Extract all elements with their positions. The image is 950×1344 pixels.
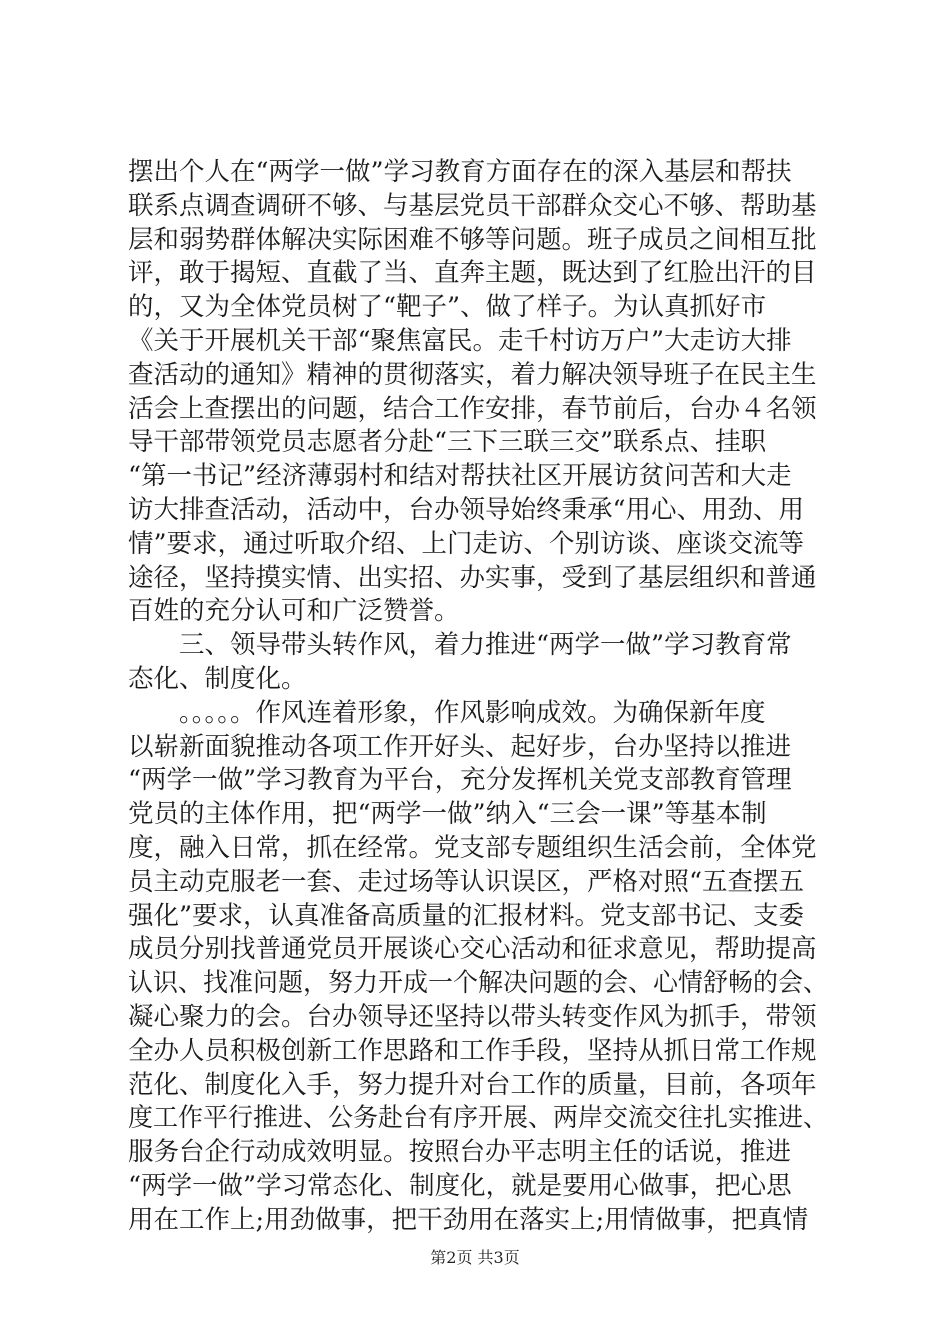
text-line: 度工作平行推进、公务赴台有序开展、两岸交流交往扎实推进、 bbox=[128, 1103, 829, 1134]
document-body bbox=[128, 156, 828, 1238]
text-line: 百姓的充分认可和广泛赞誉。 bbox=[128, 596, 460, 627]
text-line: 成员分别找普通党员开展谈心交心活动和征求意见，帮助提高 bbox=[128, 934, 817, 965]
text-line: 评，敢于揭短、直截了当、直奔主题，既达到了红脸出汗的目 bbox=[128, 258, 817, 289]
text-line: 的，又为全体党员树了“靶子”、做了样子。为认真抓好市 bbox=[128, 292, 767, 323]
text-line: 服务台企行动成效明显。按照台办平志明主任的话说，推进 bbox=[128, 1137, 792, 1168]
text-line: 全办人员积极创新工作思路和工作手段，坚持从抓日常工作规 bbox=[128, 1035, 817, 1066]
text-line: 活会上查摆出的问题，结合工作安排，春节前后，台办４名领 bbox=[128, 393, 817, 424]
text-line: 强化”要求，认真准备高质量的汇报材料。党支部书记、支委 bbox=[128, 900, 805, 931]
text-line: 度，融入日常，抓在经常。党支部专题组织生活会前，全体党 bbox=[128, 832, 817, 863]
page-footer: 第2页 共3页 bbox=[430, 1248, 520, 1267]
text-line: 情”要求，通过听取介绍、上门走访、个别访谈、座谈交流等 bbox=[128, 528, 805, 559]
text-line: 态化、制度化。 bbox=[128, 663, 307, 694]
text-line: 查活动的通知》精神的贯彻落实，着力解决领导班子在民主生 bbox=[128, 359, 817, 390]
text-line: 摆出个人在“两学一做”学习教育方面存在的深入基层和帮扶 bbox=[128, 157, 792, 187]
text-line: 用在工作上;用劲做事，把干劲用在落实上;用情做事，把真情 bbox=[128, 1204, 809, 1235]
text-line: 层和弱势群体解决实际困难不够等问题。班子成员之间相互批 bbox=[128, 224, 817, 255]
text-line: “两学一做”学习常态化、制度化，就是要用心做事，把心思 bbox=[128, 1170, 792, 1201]
text-line: 凝心聚力的会。台办领导还坚持以带头转变作风为抓手，带领 bbox=[128, 1001, 817, 1032]
text-line: 途径，坚持摸实情、出实招、办实事，受到了基层组织和普通 bbox=[128, 562, 817, 593]
text-line: 《关于开展机关干部“聚焦富民。走千村访万户”大走访大排 bbox=[128, 325, 792, 356]
text-line: 员主动克服老一套、走过场等认识误区，严格对照“五查摆五 bbox=[128, 866, 805, 897]
text-line: 三、领导带头转作风，着力推进“两学一做”学习教育常 bbox=[128, 630, 792, 661]
text-line: “两学一做”学习教育为平台，充分发挥机关党支部教育管理 bbox=[128, 765, 792, 796]
text-line: 。。。。。作风连着形象，作风影响成效。为确保新年度 bbox=[128, 697, 766, 728]
text-line: 访大排查活动，活动中，台办领导始终秉承“用心、用劲、用 bbox=[128, 494, 805, 525]
text-line: 导干部带领党员志愿者分赴“三下三联三交”联系点、挂职 bbox=[128, 427, 767, 458]
text-line: “第一书记”经济薄弱村和结对帮扶社区开展访贫问苦和大走 bbox=[128, 461, 792, 492]
text-line: 党员的主体作用，把“两学一做”纳入“三会一课”等基本制 bbox=[128, 799, 767, 830]
text-line: 范化、制度化入手，努力提升对台工作的质量，目前，各项年 bbox=[128, 1069, 817, 1100]
text-line: 以崭新面貌推动各项工作开好头、起好步，台办坚持以推进 bbox=[128, 731, 792, 762]
text-line: 联系点调查调研不够、与基层党员干部群众交心不够、帮助基 bbox=[128, 190, 817, 221]
text-line: 认识、找准问题，努力开成一个解决问题的会、心情舒畅的会、 bbox=[128, 968, 829, 999]
